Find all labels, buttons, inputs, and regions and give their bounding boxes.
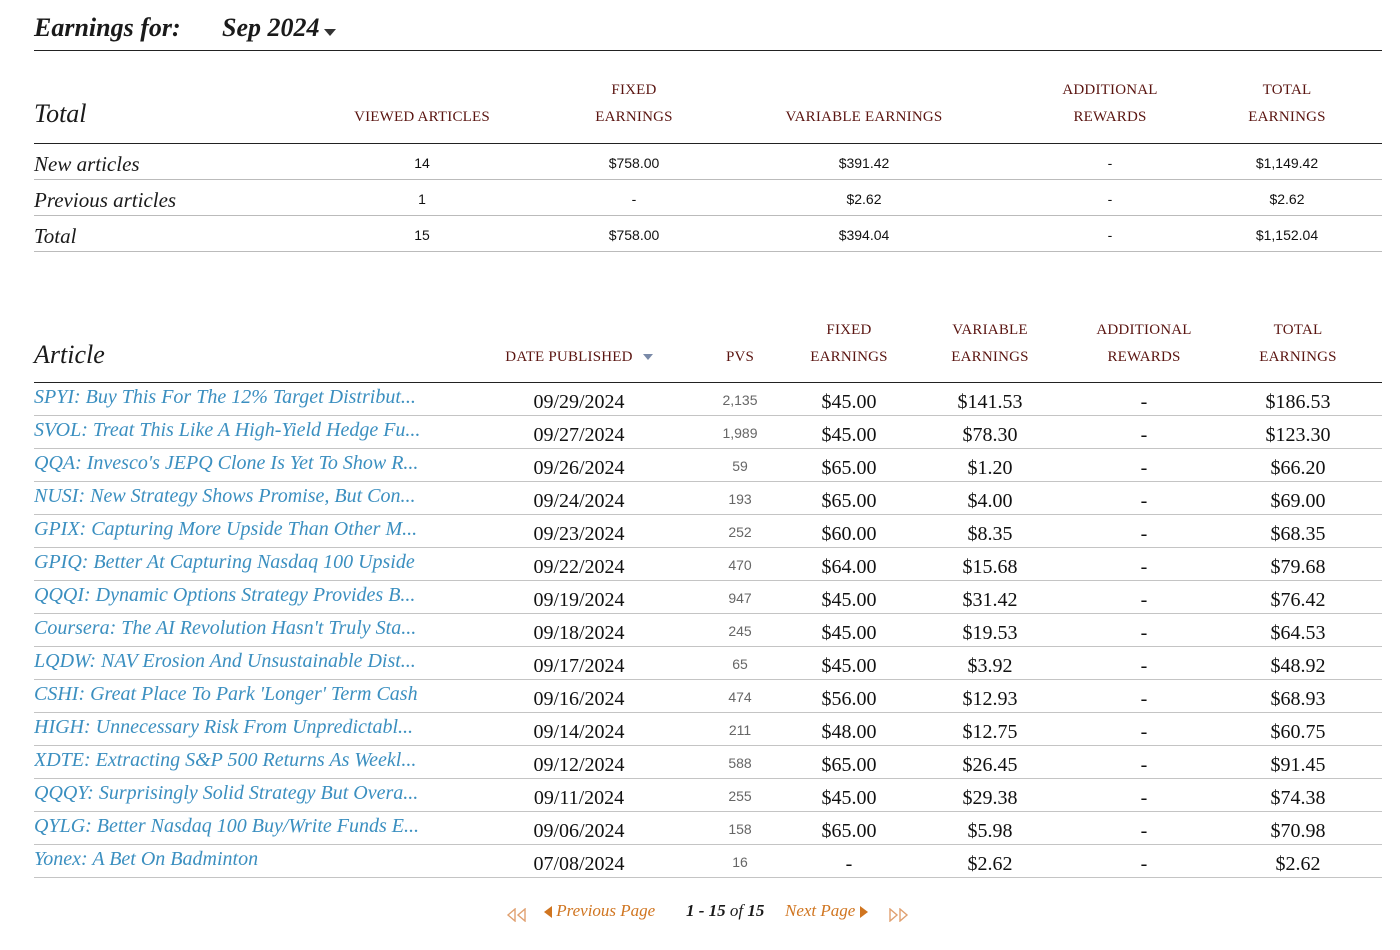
table-row xyxy=(34,845,1382,878)
table-row xyxy=(34,416,1382,449)
article-cell-pvs: 65 xyxy=(732,656,748,672)
article-cell-total: $64.53 xyxy=(1270,622,1326,644)
article-cell-date: 09/17/2024 xyxy=(533,655,625,677)
article-title-link[interactable]: XDTE: Extracting S&P 500 Returns As Weekl... xyxy=(34,749,417,771)
article-cell-fixed: $65.00 xyxy=(821,490,877,512)
article-cell-fixed: $45.00 xyxy=(821,655,877,677)
article-title-link[interactable]: LQDW: NAV Erosion And Unsustainable Dist... xyxy=(34,650,416,672)
col-total-earnings: TOTAL EARNINGS xyxy=(1259,322,1337,365)
article-cell-fixed: $45.00 xyxy=(821,424,877,446)
col-fixed-earnings: FIXED EARNINGS xyxy=(595,82,673,125)
article-cell-fixed: - xyxy=(845,853,853,875)
article-cell-fixed: $45.00 xyxy=(821,589,877,611)
article-cell-fixed: $48.00 xyxy=(821,721,877,743)
article-cell-total: $70.98 xyxy=(1270,820,1326,842)
col-additional-rewards: ADDITIONAL REWARDS xyxy=(1062,82,1158,125)
article-cell-variable: $19.53 xyxy=(962,622,1018,644)
article-cell-pvs: 252 xyxy=(728,524,752,540)
article-cell-additional: - xyxy=(1140,853,1148,875)
caret-down-icon[interactable] xyxy=(324,29,336,36)
page-count: 1 - 15 of 15 xyxy=(686,901,765,920)
article-cell-variable: $78.30 xyxy=(962,424,1018,446)
table-row xyxy=(34,383,1382,416)
previous-page-link[interactable]: Previous Page xyxy=(544,901,655,921)
col-date-published[interactable]: DATE PUBLISHED xyxy=(474,344,684,371)
article-cell-pvs: 59 xyxy=(732,458,748,474)
table-row xyxy=(34,614,1382,647)
summary-cell-fixed: - xyxy=(631,191,637,207)
article-cell-pvs: 16 xyxy=(732,854,748,870)
article-cell-date: 09/27/2024 xyxy=(533,424,625,446)
article-cell-total: $79.68 xyxy=(1270,556,1326,578)
article-cell-variable: $4.00 xyxy=(967,490,1013,512)
summary-row xyxy=(34,180,1382,216)
article-cell-total: $2.62 xyxy=(1275,853,1321,875)
page-header xyxy=(34,10,1382,51)
article-cell-date: 09/12/2024 xyxy=(533,754,625,776)
article-title-link[interactable]: QQQI: Dynamic Options Strategy Provides B... xyxy=(34,584,416,606)
summary-header xyxy=(34,78,1382,144)
col-viewed-articles: VIEWED ARTICLES xyxy=(354,109,490,125)
article-cell-total: $69.00 xyxy=(1270,490,1326,512)
article-cell-additional: - xyxy=(1140,391,1148,413)
col-pvs: PVS xyxy=(725,349,755,365)
article-title-link[interactable]: QQA: Invesco's JEPQ Clone Is Yet To Show R... xyxy=(34,452,419,474)
summary-cell-additional: - xyxy=(1107,191,1113,207)
article-cell-variable: $141.53 xyxy=(957,391,1023,413)
article-cell-additional: - xyxy=(1140,754,1148,776)
article-cell-variable: $12.93 xyxy=(962,688,1018,710)
article-cell-total: $186.53 xyxy=(1265,391,1331,413)
article-title-link[interactable]: SPYI: Buy This For The 12% Target Distribut... xyxy=(34,386,416,408)
article-cell-date: 09/26/2024 xyxy=(533,457,625,479)
article-cell-pvs: 245 xyxy=(728,623,752,639)
article-cell-date: 09/23/2024 xyxy=(533,523,625,545)
article-cell-pvs: 193 xyxy=(728,491,752,507)
sort-down-icon[interactable] xyxy=(643,354,653,360)
next-page-link[interactable]: Next Page xyxy=(785,901,868,921)
article-cell-total: $60.75 xyxy=(1270,721,1326,743)
article-cell-pvs: 470 xyxy=(728,557,752,573)
summary-row-label: Previous articles xyxy=(34,188,177,212)
summary-row-label: Total xyxy=(34,224,77,248)
article-cell-total: $48.92 xyxy=(1270,655,1326,677)
article-title-link[interactable]: QQQY: Surprisingly Solid Strategy But Overa... xyxy=(34,782,419,804)
article-title-link[interactable]: GPIX: Capturing More Upside Than Other M... xyxy=(34,518,418,540)
summary-table xyxy=(34,78,1382,252)
table-row xyxy=(34,515,1382,548)
summary-cell-variable: $391.42 xyxy=(838,155,890,171)
article-cell-pvs: 2,135 xyxy=(722,392,758,408)
col-fixed-earnings: FIXED EARNINGS xyxy=(810,322,888,365)
article-cell-additional: - xyxy=(1140,457,1148,479)
article-cell-additional: - xyxy=(1140,424,1148,446)
article-cell-pvs: 211 xyxy=(728,722,752,738)
article-cell-fixed: $45.00 xyxy=(821,787,877,809)
summary-row xyxy=(34,144,1382,180)
article-rows xyxy=(34,383,1382,878)
table-row xyxy=(34,548,1382,581)
table-row xyxy=(34,812,1382,845)
table-row xyxy=(34,482,1382,515)
article-cell-total: $91.45 xyxy=(1270,754,1326,776)
last-page-icon[interactable] xyxy=(888,907,910,921)
article-title-link[interactable]: CSHI: Great Place To Park 'Longer' Term Cash xyxy=(34,683,418,705)
article-cell-variable: $3.92 xyxy=(967,655,1013,677)
article-cell-pvs: 158 xyxy=(728,821,752,837)
page-title: Earnings for: xyxy=(34,13,181,42)
article-cell-variable: $1.20 xyxy=(967,457,1013,479)
article-title-link[interactable]: QYLG: Better Nasdaq 100 Buy/Write Funds E... xyxy=(34,815,419,837)
summary-cell-fixed: $758.00 xyxy=(608,227,660,243)
article-cell-date: 09/24/2024 xyxy=(533,490,625,512)
next-page-icon xyxy=(860,906,868,918)
article-cell-fixed: $60.00 xyxy=(821,523,877,545)
article-title-link[interactable]: Yonex: A Bet On Badminton xyxy=(34,848,259,870)
month-selector[interactable] xyxy=(222,13,336,43)
article-cell-additional: - xyxy=(1140,721,1148,743)
article-title-link[interactable]: SVOL: Treat This Like A High-Yield Hedge Fu... xyxy=(34,419,421,441)
article-cell-date: 09/11/2024 xyxy=(533,787,625,809)
summary-rows xyxy=(34,144,1382,252)
article-cell-date: 09/19/2024 xyxy=(533,589,625,611)
article-cell-total: $123.30 xyxy=(1265,424,1331,446)
article-cell-pvs: 1,989 xyxy=(722,425,758,441)
article-cell-total: $68.35 xyxy=(1270,523,1326,545)
article-cell-variable: $31.42 xyxy=(962,589,1018,611)
article-title-link[interactable]: GPIQ: Better At Capturing Nasdaq 100 Upside xyxy=(34,551,415,573)
article-cell-variable: $15.68 xyxy=(962,556,1018,578)
summary-cell-additional: - xyxy=(1107,227,1113,243)
table-row xyxy=(34,746,1382,779)
summary-cell-viewed: 14 xyxy=(414,155,430,171)
article-cell-additional: - xyxy=(1140,523,1148,545)
summary-cell-variable: $394.04 xyxy=(838,227,890,243)
article-cell-fixed: $65.00 xyxy=(821,754,877,776)
table-row xyxy=(34,713,1382,746)
article-cell-total: $76.42 xyxy=(1270,589,1326,611)
first-page-icon[interactable] xyxy=(506,907,528,921)
article-cell-fixed: $56.00 xyxy=(821,688,877,710)
article-cell-fixed: $45.00 xyxy=(821,391,877,413)
article-cell-variable: $2.62 xyxy=(967,853,1013,875)
article-cell-variable: $5.98 xyxy=(967,820,1013,842)
col-variable-earnings: VARIABLE EARNINGS xyxy=(785,109,943,125)
summary-title: Total xyxy=(34,99,87,128)
table-row xyxy=(34,779,1382,812)
article-cell-additional: - xyxy=(1140,820,1148,842)
article-cell-fixed: $64.00 xyxy=(821,556,877,578)
summary-row xyxy=(34,216,1382,252)
month-value: Sep 2024 xyxy=(222,13,320,42)
article-title-link[interactable]: NUSI: New Strategy Shows Promise, But Con... xyxy=(34,485,416,507)
articles-header xyxy=(34,318,1382,383)
articles-title: Article xyxy=(34,340,105,369)
article-cell-fixed: $65.00 xyxy=(821,820,877,842)
article-cell-pvs: 947 xyxy=(728,590,752,606)
article-cell-date: 09/29/2024 xyxy=(533,391,625,413)
articles-table xyxy=(34,318,1382,878)
article-cell-additional: - xyxy=(1140,589,1148,611)
article-cell-additional: - xyxy=(1140,688,1148,710)
article-cell-additional: - xyxy=(1140,556,1148,578)
summary-cell-viewed: 1 xyxy=(418,191,426,207)
table-row xyxy=(34,647,1382,680)
article-cell-total: $68.93 xyxy=(1270,688,1326,710)
article-title-link[interactable]: HIGH: Unnecessary Risk From Unpredictabl... xyxy=(34,716,413,738)
article-cell-variable: $26.45 xyxy=(962,754,1018,776)
col-variable-earnings: VARIABLE EARNINGS xyxy=(951,322,1029,365)
article-cell-pvs: 588 xyxy=(728,755,752,771)
article-cell-fixed: $65.00 xyxy=(821,457,877,479)
table-row xyxy=(34,581,1382,614)
summary-cell-total: $2.62 xyxy=(1269,191,1305,207)
article-cell-variable: $12.75 xyxy=(962,721,1018,743)
article-cell-date: 09/18/2024 xyxy=(533,622,625,644)
summary-row-label: New articles xyxy=(34,152,140,176)
pagination xyxy=(0,901,1400,927)
article-cell-date: 09/14/2024 xyxy=(533,721,625,743)
summary-cell-variable: $2.62 xyxy=(846,191,882,207)
summary-cell-viewed: 15 xyxy=(414,227,430,243)
summary-cell-fixed: $758.00 xyxy=(608,155,660,171)
article-cell-date: 09/22/2024 xyxy=(533,556,625,578)
article-cell-variable: $29.38 xyxy=(962,787,1018,809)
article-cell-total: $74.38 xyxy=(1270,787,1326,809)
article-cell-variable: $8.35 xyxy=(967,523,1013,545)
col-total-earnings: TOTAL EARNINGS xyxy=(1248,82,1326,125)
article-cell-pvs: 474 xyxy=(728,689,752,705)
article-cell-fixed: $45.00 xyxy=(821,622,877,644)
table-row xyxy=(34,449,1382,482)
previous-page-icon xyxy=(544,906,552,918)
article-cell-additional: - xyxy=(1140,655,1148,677)
table-row xyxy=(34,680,1382,713)
article-cell-total: $66.20 xyxy=(1270,457,1326,479)
article-cell-pvs: 255 xyxy=(728,788,752,804)
article-cell-date: 09/16/2024 xyxy=(533,688,625,710)
col-additional-rewards: ADDITIONAL REWARDS xyxy=(1096,322,1192,365)
article-title-link[interactable]: Coursera: The AI Revolution Hasn't Truly Sta... xyxy=(34,617,417,639)
article-cell-additional: - xyxy=(1140,622,1148,644)
article-cell-date: 09/06/2024 xyxy=(533,820,625,842)
summary-cell-total: $1,149.42 xyxy=(1255,155,1319,171)
summary-cell-total: $1,152.04 xyxy=(1255,227,1319,243)
article-cell-additional: - xyxy=(1140,490,1148,512)
summary-cell-additional: - xyxy=(1107,155,1113,171)
article-cell-date: 07/08/2024 xyxy=(533,853,625,875)
article-cell-additional: - xyxy=(1140,787,1148,809)
